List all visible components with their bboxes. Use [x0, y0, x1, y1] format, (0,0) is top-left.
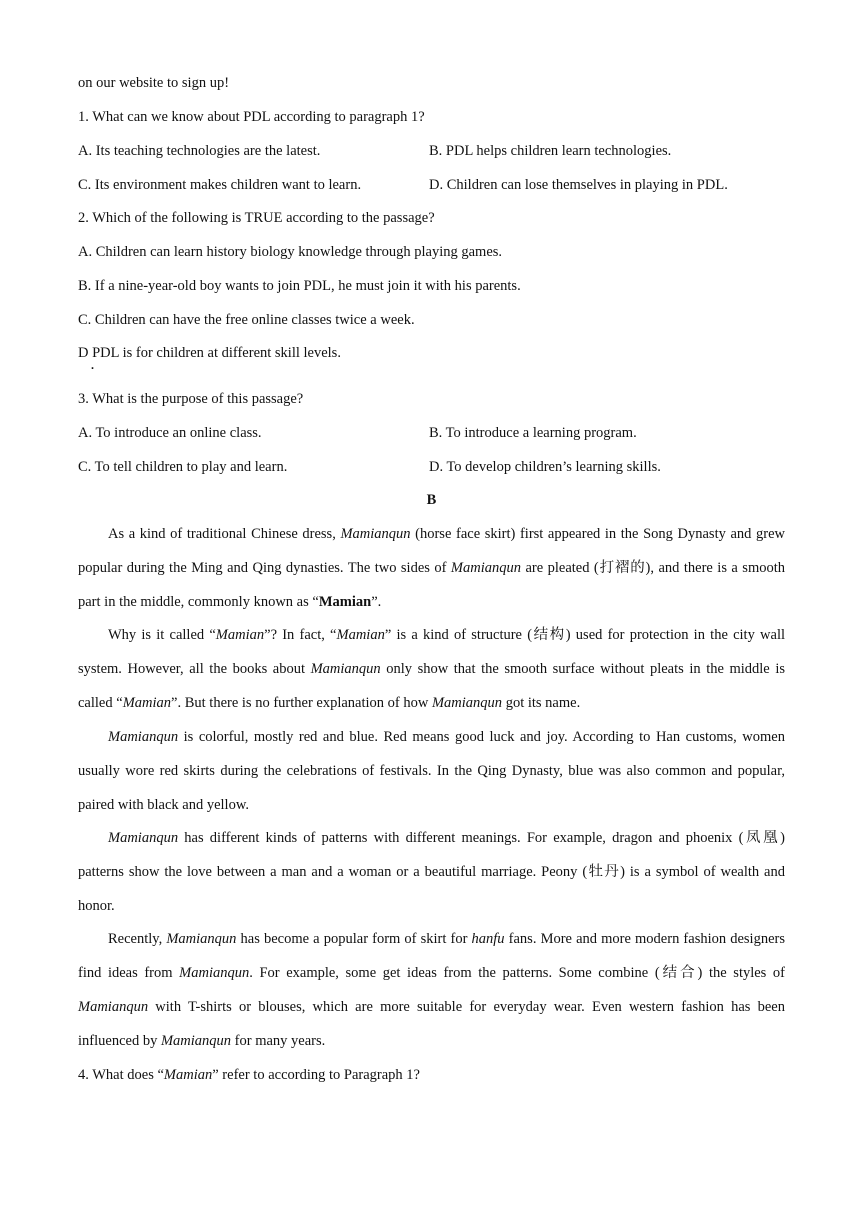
section-b-heading: B — [426, 492, 437, 508]
question-1-stem: 1. What can we know about PDL according to paragraph 1? — [78, 109, 425, 125]
question-2-option-a: A. Children can learn history biology knowledge through playing games. — [78, 244, 503, 260]
question-3-option-a: A. To introduce an online class. — [78, 425, 262, 441]
question-1-option-c: C. Its environment makes children want to learn. — [78, 177, 362, 193]
question-4-stem: 4. What does “Mamian” refer to according to Paragraph 1? — [78, 1067, 420, 1083]
passage-paragraph-5: Recently, Mamianqun has become a popular form of skirt for hanfu fans. More and more modern fashion designers find ideas from Mamianqun. For example, some get ideas from the patterns. Some combine (结合) the styles of Mamianqun with T-shirts or blouses, which are more suitable for everyday wear. Even western fashion has been influenced by Mamianqun for many years. — [78, 931, 786, 1049]
question-2-option-b: B. If a nine-year-old boy wants to join PDL, he must join it with his parents. — [78, 278, 521, 294]
question-3-option-d: D. To develop children’s learning skills. — [429, 459, 661, 475]
passage-paragraph-1: As a kind of traditional Chinese dress, Mamianqun (horse face skirt) first appeared in the Song Dynasty and grew popular during the Ming and Qing dynasties. The two sides of Mamianqun are pleated (打褶的), and there is a smooth part in the middle, commonly known as “Mamian”. — [78, 526, 785, 610]
question-1-option-a: A. Its teaching technologies are the latest. — [78, 143, 321, 159]
passage-paragraph-3: Mamianqun is colorful, mostly red and blue. Red means good luck and joy. According to Han customs, women usually wore red skirts during the celebrations of festivals. In the Qing Dynasty, blue was also common and popular, paired with black and yellow. — [78, 729, 785, 813]
stray-dot-mark: . — [91, 358, 94, 372]
question-3-option-b: B. To introduce a learning program. — [429, 425, 637, 441]
question-1-option-d: D. Children can lose themselves in playing in PDL. — [429, 177, 728, 193]
passage-paragraph-4: Mamianqun has different kinds of patterns with different meanings. For example, dragon and phoenix (凤凰) patterns show the love between a man and a woman or a beautiful marriage. Peony (牡丹) is a symbol of wealth and honor. — [78, 830, 785, 914]
question-2-stem: 2. Which of the following is TRUE according to the passage? — [78, 210, 435, 226]
passage-paragraph-2: Why is it called “Mamian”? In fact, “Mamian” is a kind of structure (结构) used for protection in the city wall system. However, all the books about Mamianqun only show that the smooth surface without pleats in the middle is called “Mamian”. But there is no further explanation of how Mamianqun got its name. — [78, 627, 785, 711]
question-3-option-c: C. To tell children to play and learn. — [78, 459, 288, 475]
continuation-line: on our website to sign up! — [78, 75, 230, 91]
question-2-option-c: C. Children can have the free online classes twice a week. — [78, 312, 415, 328]
question-1-option-b: B. PDL helps children learn technologies. — [429, 143, 672, 159]
question-3-stem: 3. What is the purpose of this passage? — [78, 391, 304, 407]
question-2-option-d: D PDL is for children at different skill levels. — [78, 345, 341, 361]
